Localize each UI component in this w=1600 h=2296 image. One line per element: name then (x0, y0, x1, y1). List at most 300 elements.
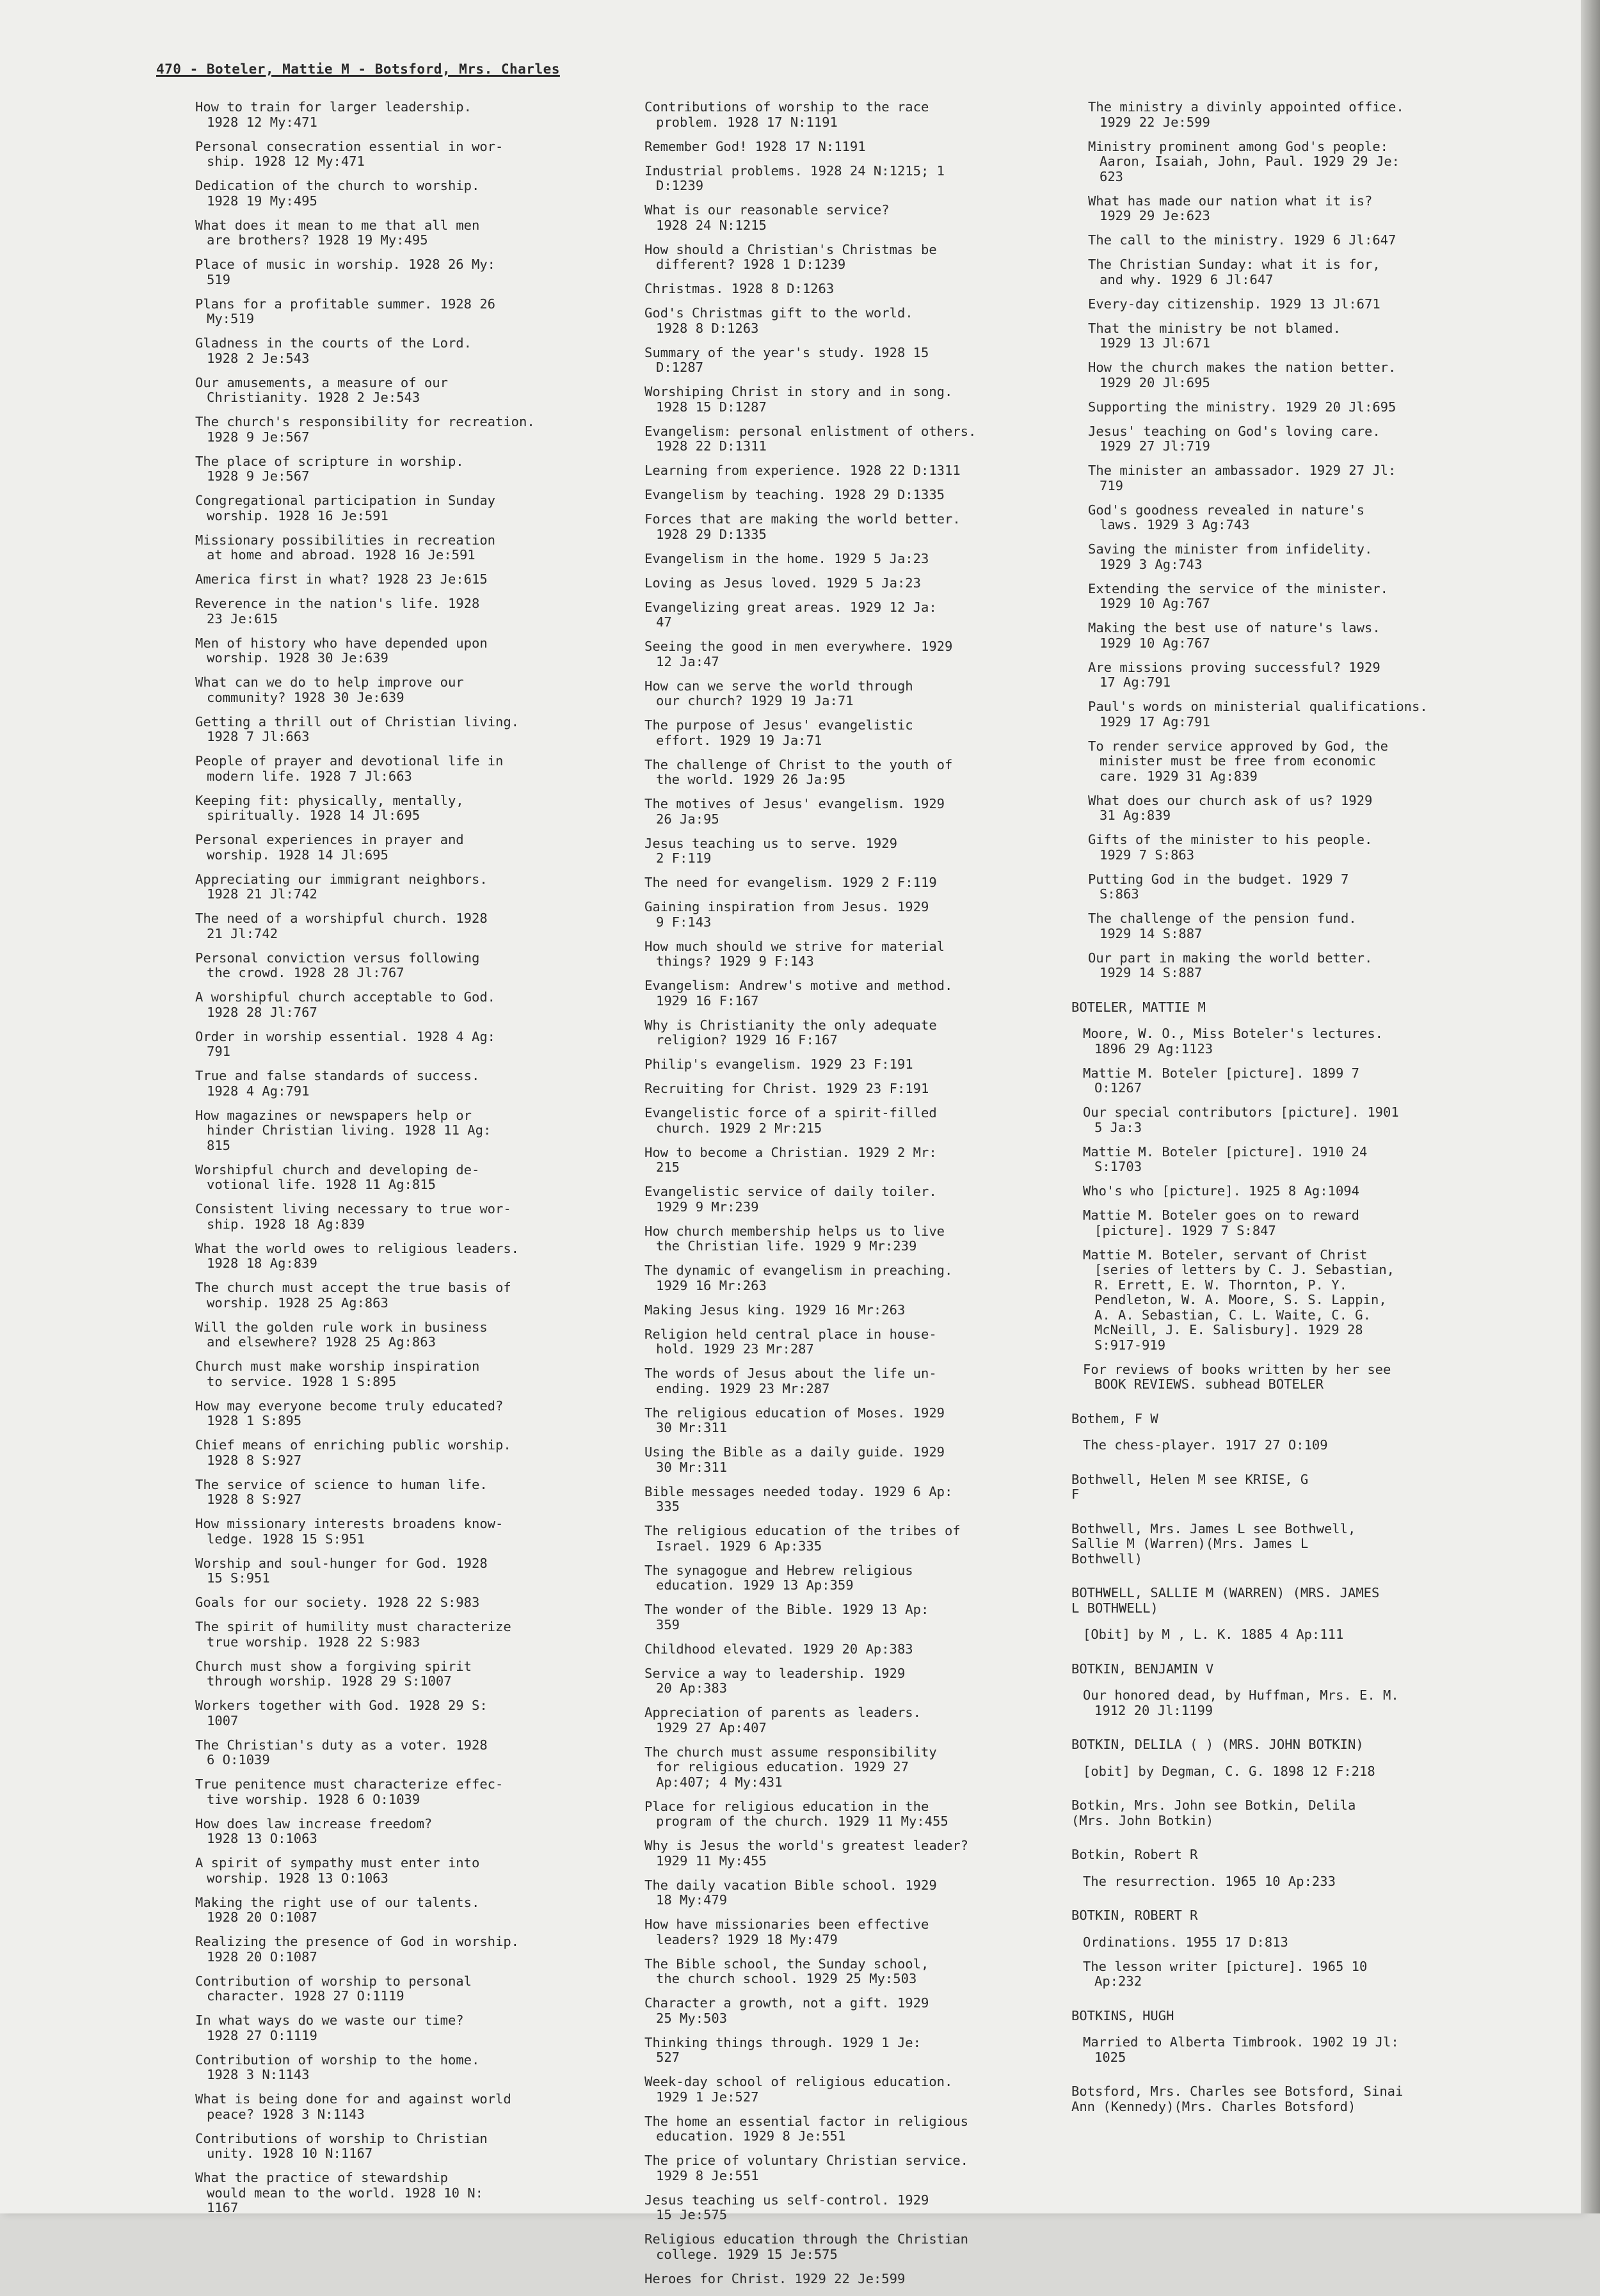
entry-title: What does it mean to me that all men (195, 217, 480, 233)
entry-citation: hinder Christian living. 1928 11 Ag: 815 (207, 1122, 492, 1153)
entry-title: Contribution of worship to personal (195, 1973, 472, 1989)
entry-title: Forces that are making the world better. (644, 511, 961, 527)
index-entry (195, 1241, 605, 1272)
entry-title: The challenge of Christ to the youth of (644, 756, 953, 772)
entry-citation: Aaron, Isaiah, John, Paul. 1929 29 Je: 623 (1100, 154, 1400, 184)
index-entry (195, 715, 605, 745)
index-entry (644, 1996, 1060, 2026)
index-entry (195, 1438, 605, 1468)
entry-title: The religious education of the tribes of (644, 1523, 961, 1538)
index-entry (1088, 621, 1491, 651)
entry-citation: 47 (656, 614, 672, 630)
entry-citation: 1928 8 S:927 (207, 1492, 302, 1507)
index-entry (1088, 660, 1491, 690)
index-subentry (1083, 1208, 1491, 1238)
index-entry (195, 140, 605, 170)
index-entry (1088, 833, 1491, 863)
entry-citation: program of the church. 1929 11 My:455 (656, 1814, 948, 1829)
entry-citation: 23 Je:615 (207, 610, 278, 626)
entry-title: The lesson writer [picture]. 1965 10 (1083, 1958, 1368, 1974)
entry-citation: college. 1929 15 Je:575 (656, 2246, 838, 2262)
entry-title: Christmas. 1928 8 D:1263 (644, 281, 835, 296)
index-entry (195, 636, 605, 666)
entry-citation: 1929 14 S:887 (1100, 965, 1203, 980)
index-subentry (1083, 1688, 1491, 1718)
entry-title: Personal experiences in prayer and (195, 832, 464, 847)
index-entry (195, 1108, 605, 1154)
entry-title: Putting God in the budget. 1929 7 (1088, 871, 1349, 887)
entry-citation: things? 1929 9 F:143 (656, 953, 814, 969)
index-entry (644, 100, 1060, 130)
entry-title: Evangelistic force of a spirit-filled (644, 1105, 937, 1120)
index-entry (644, 939, 1060, 969)
index-entry (644, 140, 1060, 155)
index-entry (644, 1145, 1060, 1176)
entry-citation: worship. 1928 16 Je:591 (207, 507, 388, 523)
index-entry (644, 1799, 1060, 1830)
entry-title: Using the Bible as a daily guide. 1929 (644, 1444, 945, 1460)
index-entry (644, 1705, 1060, 1735)
entry-citation: D:1239 (656, 178, 704, 193)
entry-title: How does law increase freedom? (195, 1815, 433, 1831)
entry-title: Loving as Jesus loved. 1929 5 Ja:23 (644, 575, 921, 591)
entry-title: Chief means of enriching public worship. (195, 1437, 511, 1453)
entry-citation: spiritually. 1928 14 Jl:695 (207, 808, 420, 823)
entry-citation: modern life. 1928 7 Jl:663 (207, 768, 412, 784)
column-2 (644, 100, 1060, 2296)
entry-citation: ledge. 1928 15 S:951 (207, 1531, 365, 1547)
index-entry (644, 1524, 1060, 1554)
entry-title: Jesus teaching us to serve. 1929 (644, 835, 897, 851)
entry-title: Are missions proving successful? 1929 (1088, 659, 1380, 675)
index-heading: BOTKIN, ROBERT R (1071, 1908, 1198, 1923)
entry-title: How magazines or newspapers help or (195, 1107, 472, 1123)
index-entry (195, 1517, 605, 1547)
entry-title: Getting a thrill out of Christian living. (195, 714, 520, 729)
entry-citation: 1928 4 Ag:791 (207, 1083, 310, 1099)
entry-title: Men of history who have depended upon (195, 635, 488, 651)
entry-title: How the church makes the nation better. (1088, 360, 1396, 375)
index-heading: BOTKIN, BENJAMIN V (1071, 1661, 1214, 1677)
index-entry (644, 306, 1060, 336)
index-entry (1088, 793, 1491, 824)
entry-citation: BOOK REVIEWS. subhead BOTELER (1094, 1376, 1324, 1392)
index-entry (644, 512, 1060, 542)
entry-title: Industrial problems. 1928 24 N:1215; 1 (644, 163, 945, 179)
page-header: 470 - Boteler, Mattie M - Botsford, Mrs. Charles (156, 61, 560, 77)
entry-citation: 1928 28 Jl:767 (207, 1004, 317, 1020)
entry-citation: are brothers? 1928 19 My:495 (207, 232, 428, 248)
entry-title: Our honored dead, by Huffman, Mrs. E. M. (1083, 1687, 1399, 1703)
entry-citation: true worship. 1928 22 S:983 (207, 1634, 420, 1650)
index-entry (644, 1184, 1060, 1215)
index-subentry (1083, 2035, 1491, 2065)
index-entry (644, 1878, 1060, 1908)
entry-citation: for religious education. 1929 27 Ap:407; 4 My:431 (656, 1759, 909, 1790)
entry-title: The church's responsibility for recreation. (195, 414, 535, 429)
index-entry (195, 951, 605, 981)
entry-title: Evangelism: Andrew's motive and method. (644, 978, 953, 993)
entry-title: The purpose of Jesus' evangelistic (644, 717, 913, 733)
index-entry (644, 1917, 1060, 1947)
entry-citation: 1928 19 My:495 (207, 193, 317, 209)
entry-citation: and elsewhere? 1928 25 Ag:863 (207, 1334, 436, 1350)
entry-citation: 1928 7 Jl:663 (207, 729, 310, 744)
entry-citation: tive worship. 1928 6 O:1039 (207, 1791, 420, 1807)
entry-title: Seeing the good in men everywhere. 1929 (644, 639, 953, 654)
entry-title: Evangelizing great areas. 1929 12 Ja: (644, 599, 937, 615)
index-entry (195, 2132, 605, 2162)
entry-citation: hold. 1929 23 Mr:287 (656, 1341, 814, 1357)
index-entry (644, 758, 1060, 788)
index-entry (195, 911, 605, 941)
index-entry (644, 2036, 1060, 2066)
entry-citation: minister must be free from economic care. 1929 31 Ag:839 (1100, 753, 1376, 784)
entry-title: America first in what? 1928 23 Je:615 (195, 571, 488, 587)
entry-citation: leaders? 1929 18 My:479 (656, 1931, 838, 1947)
index-subentry (1083, 1145, 1491, 1175)
entry-title: Our special contributors [picture]. 1901 (1083, 1104, 1399, 1120)
entry-title: What does our church ask of us? 1929 (1088, 792, 1373, 808)
entry-citation: ship. 1928 12 My:471 (207, 154, 365, 169)
entry-citation: 1929 1 Je:527 (656, 2089, 759, 2105)
entry-citation: D:1287 (656, 360, 704, 375)
index-entry (195, 2013, 605, 2043)
entry-title: How to become a Christian. 1929 2 Mr: (644, 1144, 937, 1160)
index-subentry (1083, 1248, 1491, 1353)
entry-citation: 1929 8 Je:551 (656, 2167, 759, 2183)
index-entry (1088, 321, 1491, 351)
entry-title: Our part in making the world better. (1088, 950, 1373, 966)
entry-citation: 25 My:503 (656, 2010, 728, 2026)
entry-title: God's goodness revealed in nature's (1088, 502, 1364, 518)
entry-title: Philip's evangelism. 1929 23 F:191 (644, 1056, 913, 1072)
index-heading: Botkin, Mrs. John see Botkin, Delila (Mrs. John Botkin) (1071, 1798, 1356, 1828)
entry-title: The challenge of the pension fund. (1088, 911, 1357, 926)
entry-citation: 1007 (207, 1712, 239, 1728)
index-entry (195, 1895, 605, 1925)
index-subentry (1083, 1959, 1491, 1989)
index-entry (644, 1745, 1060, 1790)
entry-citation: 527 (656, 2050, 680, 2065)
entry-citation: 18 My:479 (656, 1892, 728, 1908)
entry-title: How can we serve the world through (644, 678, 913, 694)
entry-title: In what ways do we waste our time? (195, 2013, 464, 2028)
entry-title: Contributions of worship to the race (644, 99, 929, 115)
entry-citation: 1928 8 D:1263 (656, 320, 759, 336)
entry-title: The Christian Sunday: what it is for, (1088, 257, 1380, 272)
entry-title: Learning from experience. 1928 22 D:1311 (644, 463, 961, 478)
entry-citation: 26 Ja:95 (656, 811, 719, 827)
entry-title: Plans for a profitable summer. 1928 26 (195, 296, 495, 312)
index-entry (1088, 542, 1491, 572)
entry-title: The religious education of Moses. 1929 (644, 1405, 945, 1421)
entry-citation: [picture]. 1929 7 S:847 (1094, 1222, 1276, 1238)
entry-citation: 1928 8 S:927 (207, 1452, 302, 1468)
entry-citation: 1929 10 Ag:767 (1100, 635, 1210, 651)
entry-title: Week-day school of religious education. (644, 2074, 953, 2089)
index-entry (644, 164, 1060, 194)
entry-citation: My:519 (207, 311, 255, 326)
entry-title: [Obit] by M , L. K. 1885 4 Ap:111 (1083, 1627, 1344, 1642)
index-entry (195, 1320, 605, 1350)
index-entry (195, 218, 605, 248)
index-entry (644, 2114, 1060, 2144)
entry-title: Every-day citizenship. 1929 13 Jl:671 (1088, 296, 1380, 312)
entry-citation: 15 Je:575 (656, 2207, 728, 2222)
index-heading: BOTKIN, DELILA ( ) (MRS. JOHN BOTKIN) (1071, 1737, 1364, 1752)
index-entry (644, 1327, 1060, 1357)
index-entry (644, 424, 1060, 454)
index-entry (1088, 739, 1491, 785)
column-3 (1071, 99, 1491, 2126)
entry-title: Consistent living necessary to true wor- (195, 1201, 511, 1216)
entry-citation: 1928 22 D:1311 (656, 438, 767, 454)
index-entry (1088, 400, 1491, 415)
index-entry (1088, 872, 1491, 902)
entry-citation: 1928 24 N:1215 (656, 217, 767, 233)
index-subentry (1083, 1184, 1491, 1199)
entry-citation: 30 Mr:311 (656, 1459, 728, 1475)
entry-title: Moore, W. O., Miss Boteler's lectures. (1083, 1026, 1383, 1041)
index-subentry (1083, 1935, 1491, 1950)
entry-citation: would mean to the world. 1928 10 N: 1167 (207, 2185, 483, 2215)
entry-citation: 1929 9 Mr:239 (656, 1199, 759, 1215)
index-entry (644, 1406, 1060, 1436)
entry-title: Religious education through the Christian (644, 2231, 969, 2247)
entry-title: The resurrection. 1965 10 Ap:233 (1083, 1873, 1336, 1889)
index-entry (195, 415, 605, 445)
index-entry (195, 257, 605, 287)
entry-title: Gifts of the minister to his people. (1088, 832, 1373, 847)
entry-citation: education. 1929 8 Je:551 (656, 2128, 846, 2144)
entry-citation: 1928 9 Je:567 (207, 468, 310, 484)
index-subentry (1083, 1026, 1491, 1056)
index-entry (644, 1366, 1060, 1396)
entry-citation: 1025 (1094, 2049, 1126, 2065)
entry-citation: through worship. 1928 29 S:1007 (207, 1673, 452, 1689)
index-entry (195, 1620, 605, 1650)
entry-title: Ministry prominent among God's people: (1088, 138, 1388, 154)
entry-citation: worship. 1928 13 O:1063 (207, 1870, 388, 1886)
index-entry (644, 1666, 1060, 1696)
index-entry (195, 1738, 605, 1768)
entry-citation: 30 Mr:311 (656, 1420, 728, 1435)
entry-citation: 31 Ag:839 (1100, 808, 1171, 823)
entry-citation: S:1703 (1094, 1159, 1142, 1174)
index-subentry (1083, 1362, 1491, 1392)
index-entry (1088, 582, 1491, 612)
entry-title: Mattie M. Boteler, servant of Christ (1083, 1247, 1368, 1263)
index-entry (1088, 951, 1491, 981)
entry-title: Reverence in the nation's life. 1928 (195, 596, 480, 611)
entry-citation: 1928 9 Je:567 (207, 429, 310, 445)
index-entry (1088, 233, 1491, 248)
index-entry (195, 297, 605, 327)
index-entry (644, 718, 1060, 748)
entry-title: Realizing the presence of God in worship. (195, 1934, 520, 1949)
entry-citation: church. 1929 2 Mr:215 (656, 1120, 822, 1136)
entry-title: A spirit of sympathy must enter into (195, 1855, 480, 1870)
entry-title: Paul's words on ministerial qualifications. (1088, 699, 1428, 714)
entry-citation: effort. 1929 19 Ja:71 (656, 732, 822, 748)
entry-citation: 1912 20 Jl:1199 (1094, 1702, 1213, 1718)
entry-title: God's Christmas gift to the world. (644, 305, 913, 321)
entry-citation: 12 Ja:47 (656, 653, 719, 669)
entry-citation: 1928 20 O:1087 (207, 1949, 317, 1965)
entry-title: Saving the minister from infidelity. (1088, 541, 1373, 557)
entry-title: Why is Christianity the only adequate (644, 1017, 937, 1033)
index-entry (644, 900, 1060, 930)
index-entry (644, 1485, 1060, 1515)
index-entry (195, 572, 605, 587)
entry-citation: ending. 1929 23 Mr:287 (656, 1380, 830, 1396)
index-heading: Botsford, Mrs. Charles see Botsford, Sinai Ann (Kennedy)(Mrs. Charles Botsford) (1071, 2084, 1404, 2114)
index-entry (195, 596, 605, 626)
entry-citation: 1929 7 S:863 (1100, 847, 1195, 863)
entry-citation: 1896 29 Ag:1123 (1094, 1040, 1213, 1056)
entry-citation: 1928 20 O:1087 (207, 1909, 317, 1925)
entry-title: How to train for larger leadership. (195, 99, 472, 115)
entry-title: What the world owes to religious leaders. (195, 1240, 520, 1256)
entry-title: A worshipful church acceptable to God. (195, 989, 495, 1005)
entry-title: Jesus teaching us self-control. 1929 (644, 2192, 929, 2208)
entry-citation: 1928 13 O:1063 (207, 1831, 317, 1846)
index-entry (644, 1642, 1060, 1657)
entry-title: Gaining inspiration from Jesus. 1929 (644, 899, 929, 914)
entry-title: Place of music in worship. 1928 26 My: (195, 257, 495, 272)
entry-title: Gladness in the courts of the Lord. (195, 335, 472, 351)
entry-title: To render service approved by God, the (1088, 738, 1388, 754)
index-entry (195, 533, 605, 563)
index-entry (644, 836, 1060, 866)
entry-title: How have missionaries been effective (644, 1917, 929, 1932)
entry-title: That the ministry be not blamed. (1088, 320, 1341, 336)
index-entry (195, 1202, 605, 1232)
entry-title: Service a way to leadership. 1929 (644, 1665, 906, 1681)
index-entry (195, 793, 605, 824)
entry-title: Who's who [picture]. 1925 8 Ag:1094 (1083, 1183, 1359, 1199)
entry-citation: 1929 10 Ag:767 (1100, 596, 1210, 611)
index-entry (1088, 699, 1491, 729)
index-entry (644, 1263, 1060, 1293)
entry-title: How much should we strive for material (644, 938, 945, 954)
entry-title: Mattie M. Boteler [picture]. 1910 24 (1083, 1144, 1368, 1160)
entry-citation: 1929 16 Mr:263 (656, 1277, 767, 1293)
index-entry (644, 282, 1060, 297)
index-entry (644, 1081, 1060, 1097)
entry-citation: 15 S:951 (207, 1570, 270, 1586)
index-entry (644, 1563, 1060, 1593)
entry-title: Mattie M. Boteler goes on to reward (1083, 1208, 1359, 1223)
index-entry (195, 1659, 605, 1689)
index-entry (195, 675, 605, 705)
index-entry (644, 203, 1060, 233)
index-entry (1088, 257, 1491, 287)
entry-title: Order in worship essential. 1928 4 Ag: (195, 1028, 495, 1044)
entry-title: Appreciation of parents as leaders. (644, 1705, 921, 1720)
entry-citation: Israel. 1929 6 Ap:335 (656, 1538, 822, 1554)
index-entry (644, 463, 1060, 479)
entry-title: Contribution of worship to the home. (195, 2052, 480, 2068)
index-entry (195, 493, 605, 523)
entry-title: Worship and soul-hunger for God. 1928 (195, 1555, 488, 1571)
index-entry (195, 1777, 605, 1807)
entry-citation: S:863 (1100, 886, 1139, 902)
entry-citation: 21 Jl:742 (207, 925, 278, 941)
index-entry (644, 875, 1060, 891)
entry-title: Worshipful church and developing de- (195, 1161, 480, 1177)
index-subentry (1083, 1438, 1491, 1453)
entry-title: How church membership helps us to live (644, 1223, 945, 1239)
entry-citation: 519 (207, 271, 231, 287)
entry-title: The chess-player. 1917 27 O:109 (1083, 1437, 1328, 1453)
entry-citation: 5 Ja:3 (1094, 1119, 1142, 1135)
index-subentry (1083, 1066, 1491, 1096)
entry-title: Congregational participation in Sunday (195, 493, 495, 508)
entry-citation: laws. 1929 3 Ag:743 (1100, 517, 1250, 532)
index-entry (195, 2092, 605, 2122)
index-entry (195, 454, 605, 484)
entry-citation: 17 Ag:791 (1100, 674, 1171, 690)
index-entry (195, 179, 605, 209)
index-entry (644, 552, 1060, 567)
index-entry (644, 243, 1060, 273)
entry-citation: problem. 1928 17 N:1191 (656, 114, 838, 130)
entry-title: The words of Jesus about the life un- (644, 1366, 937, 1381)
index-entry (644, 2272, 1060, 2287)
index-entry (195, 1698, 605, 1728)
entry-title: What can we do to help improve our (195, 674, 464, 690)
entry-title: Place for religious education in the (644, 1798, 929, 1814)
index-entry (644, 679, 1060, 709)
index-entry (195, 833, 605, 863)
entry-title: Evangelism by teaching. 1928 29 D:1335 (644, 487, 945, 502)
index-subentry (1083, 1105, 1491, 1135)
entry-citation: the world. 1929 26 Ja:95 (656, 772, 846, 787)
entry-title: The dynamic of evangelism in preaching. (644, 1263, 953, 1278)
entry-title: The home an essential factor in religious (644, 2113, 969, 2129)
index-entry (644, 1957, 1060, 1987)
entry-title: What the practice of stewardship (195, 2170, 448, 2185)
entry-title: The minister an ambassador. 1929 27 Jl: (1088, 463, 1396, 478)
entry-title: Bible messages needed today. 1929 6 Ap: (644, 1483, 953, 1499)
entry-citation: 1929 27 Jl:719 (1100, 438, 1210, 454)
index-entry (195, 1595, 605, 1611)
entry-title: The price of voluntary Christian service. (644, 2153, 969, 2168)
entry-title: The daily vacation Bible school. 1929 (644, 1877, 937, 1893)
index-entry (644, 600, 1060, 630)
entry-citation: 719 (1100, 477, 1124, 493)
entry-citation: 1928 12 My:471 (207, 114, 317, 130)
index-entry (195, 754, 605, 784)
index-entry (644, 385, 1060, 415)
entry-citation: votional life. 1928 11 Ag:815 (207, 1177, 436, 1192)
entry-title: Recruiting for Christ. 1929 23 F:191 (644, 1081, 929, 1096)
index-entry (195, 2171, 605, 2216)
index-entry (644, 2075, 1060, 2105)
index-entry (195, 1280, 605, 1311)
index-entry (195, 1856, 605, 1886)
index-entry (195, 1934, 605, 1965)
index-entry (1088, 100, 1491, 130)
entry-title: The Bible school, the Sunday school, (644, 1956, 929, 1972)
entry-citation: our church? 1929 19 Ja:71 (656, 693, 854, 708)
index-heading: BOTKINS, HUGH (1071, 2007, 1174, 2023)
entry-citation: 1929 20 Jl:695 (1100, 374, 1210, 390)
index-entry (1088, 194, 1491, 224)
entry-citation: O:1267 (1094, 1080, 1142, 1096)
